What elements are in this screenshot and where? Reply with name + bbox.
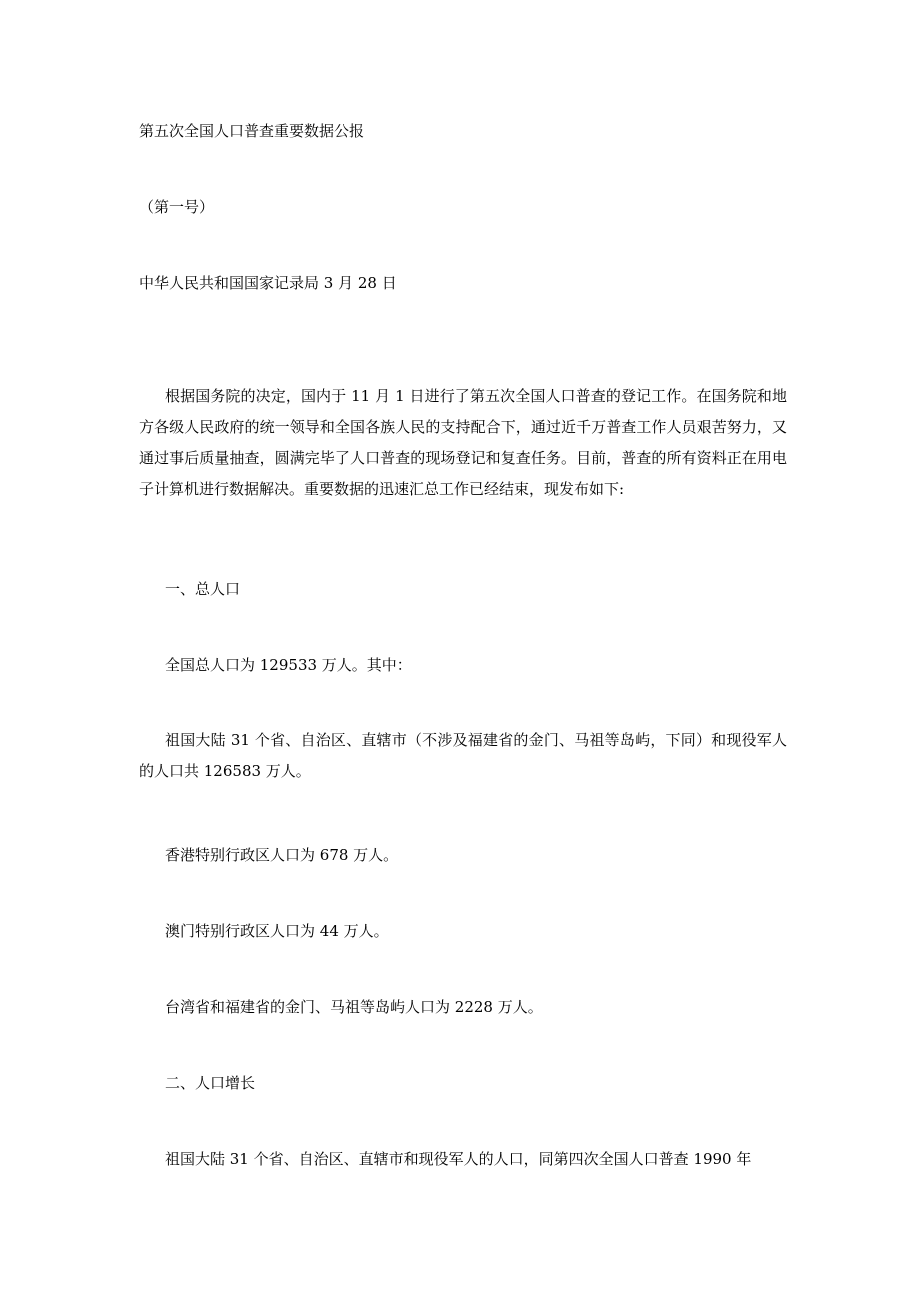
hongkong-paragraph: 香港特别行政区人口为 678 万人。: [165, 846, 399, 864]
issuer-date: 中华人民共和国国家记录局 3 月 28 日: [139, 274, 397, 292]
taiwan-paragraph: 台湾省和福建省的金门、马祖等岛屿人口为 2228 万人。: [165, 998, 543, 1016]
document-number: （第一号）: [139, 198, 215, 216]
macao-paragraph: 澳门特别行政区人口为 44 万人。: [165, 922, 389, 940]
document-title: 第五次全国人口普查重要数据公报: [139, 122, 365, 140]
intro-paragraph: 根据国务院的决定，国内于 11 月 1 日进行了第五次全国人口普查的登记工作。在国务院和地方各级人民政府的统一领导和全国各族人民的支持配合下，通过近千万普查工作人员艰苦努力，又通过事后质量抽查，圆满完毕了人口普查的现场登记和复查任务。目前，普查的所有资料正在用电子计算机进行数据解决。重要数据的迅速汇总工作已经结束，现发布如下:: [139, 387, 787, 498]
section2-heading: 二、人口增长: [165, 1074, 256, 1092]
total-population-paragraph: 全国总人口为 129533 万人。其中：: [165, 656, 412, 674]
mainland-paragraph: 祖国大陆 31 个省、自治区、直辖市（不涉及福建省的金门、马祖等岛屿，下同）和现役军人的人口共 126583 万人。: [139, 731, 787, 780]
growth-paragraph: 祖国大陆 31 个省、自治区、直辖市和现役军人的人口，同第四次全国人口普查 1990 年: [165, 1150, 752, 1168]
section1-heading: 一、总人口: [165, 580, 241, 598]
